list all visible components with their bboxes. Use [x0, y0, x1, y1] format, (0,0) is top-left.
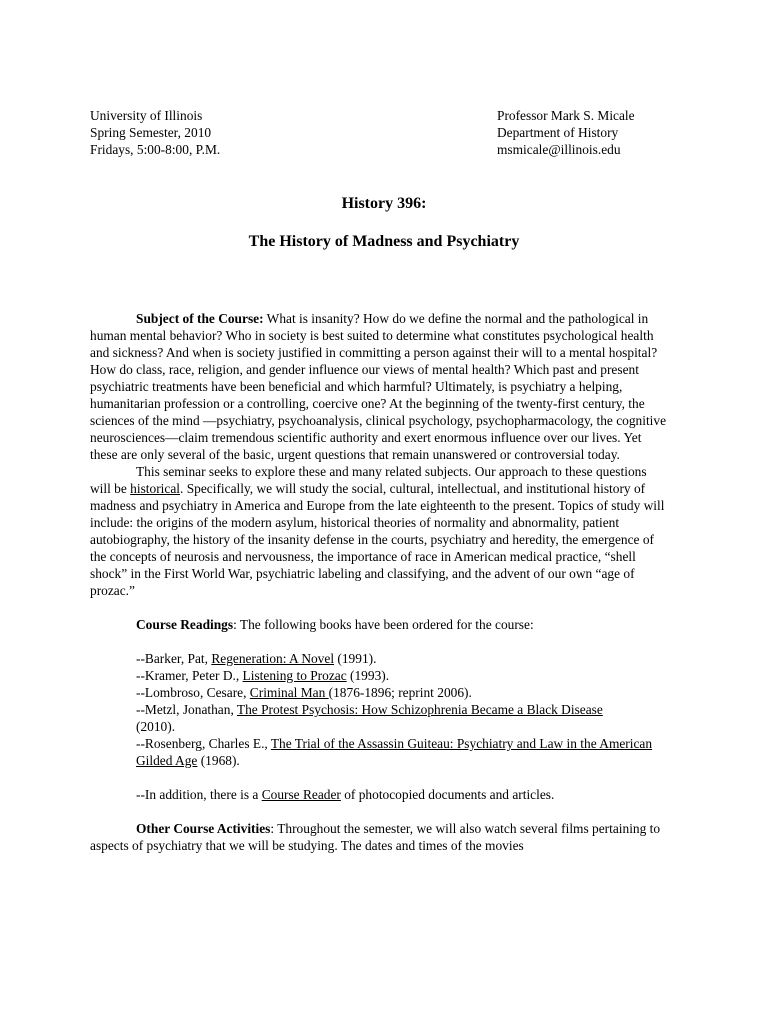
instructor-info-block: [497, 107, 697, 158]
activities-label: Other Course Activities: [136, 821, 271, 836]
book-author: --Metzl, Jonathan,: [136, 702, 237, 717]
subject-paragraph: [90, 310, 670, 463]
book-title: The Protest Psychosis: How Schizophrenia Became a Black Disease: [236, 702, 603, 717]
subject-label: Subject of the Course:: [136, 311, 264, 326]
book-entry: [90, 650, 670, 667]
university-name: University of Illinois: [90, 108, 203, 123]
book-year: (1993).: [346, 668, 390, 683]
meeting-time: Fridays, 5:00-8:00, P.M.: [90, 142, 221, 157]
seminar-text-after: . Specifically, we will study the social, cultural, intellectual, and institutional history of madness and psychiatry in America and Europe from the late eighteenth to the present. Topics of study will include: the origins of the modern asylum, historical theories of normality and abnormality, patient autobiography, the history of the insanity defense in the courts, psychiatry and heredity, the emergence of the concepts of neurosis and nervousness, the importance of race in American medical practice, “shell shock” in the First World War, psychiatric labeling and classifying, and the advent of our own “age of prozac.”: [90, 481, 665, 598]
book-entry: [90, 684, 670, 701]
seminar-paragraph: [90, 463, 670, 599]
course-title: The History of Madness and Psychiatry: [248, 233, 520, 250]
course-info-block: [90, 107, 390, 158]
book-author: --Barker, Pat,: [136, 651, 212, 666]
book-year: (1876-1896; reprint 2006).: [328, 685, 472, 700]
book-year: (1991).: [334, 651, 377, 666]
readings-text: : The following books have been ordered for the course:: [233, 617, 534, 632]
book-author: --Lombroso, Cesare,: [136, 685, 250, 700]
email-address: msmicale@illinois.edu: [497, 142, 621, 157]
book-title: The Trial of the Assassin Guiteau: Psychiatry and Law in the American Gilded Age: [136, 736, 653, 768]
readings-label: Course Readings: [136, 617, 234, 632]
reader-suffix: of photocopied documents and articles.: [340, 787, 555, 802]
readings-paragraph: [90, 616, 670, 633]
book-author: --Rosenberg, Charles E.,: [136, 736, 271, 751]
department: Department of History: [497, 125, 619, 140]
book-entry: [90, 701, 670, 735]
book-author: --Kramer, Peter D.,: [136, 668, 243, 683]
book-year: (1968).: [197, 753, 240, 768]
reader-prefix: --In addition, there is a: [136, 787, 262, 802]
course-reader-entry: [90, 786, 670, 803]
book-entry: [90, 735, 670, 769]
reader-title: Course Reader: [261, 787, 341, 802]
syllabus-body: [90, 310, 670, 854]
subject-text: What is insanity? How do we define the normal and the pathological in human mental behavior? Who in society is best suited to determine what constitutes psychological health and sickness? And when is society justified in committing a person against their will to a mental hospital? How do class, race, religion, and gender influence our views of mental health? Which past and present psychiatric treatments have been beneficial and which harmful? Ultimately, is psychiatry a helping, humanitarian profession or a controlling, coercive one? At the beginning of the twenty-first century, the sciences of the mind —psychiatry, psychoanalysis, clinical psychology, psychopharmacology, the cognitive neurosciences—claim tremendous scientific authority and exert enormous influence over our lives. Yet these are only several of the basic, urgent questions that remain unanswered or controversial today.: [90, 311, 667, 462]
historical-emphasis: historical: [130, 481, 181, 496]
book-title: Listening to Prozac: [242, 668, 347, 683]
book-entry: [90, 667, 670, 684]
book-title: Regeneration: A Novel: [211, 651, 335, 666]
seminar-text-before: This seminar seeks to explore these and many related subjects. Our approach to these questions will be: [90, 464, 647, 496]
course-number: History 396:: [341, 195, 427, 212]
activities-paragraph: [90, 820, 670, 854]
book-year: (2010).: [136, 719, 176, 734]
book-title: Criminal Man: [249, 685, 329, 700]
activities-text: : Throughout the semester, we will also watch several films pertaining to aspects of psychiatry that we will be studying. The dates and times of the movies: [90, 821, 661, 853]
professor-name: Professor Mark S. Micale: [497, 108, 635, 123]
semester: Spring Semester, 2010: [90, 125, 212, 140]
